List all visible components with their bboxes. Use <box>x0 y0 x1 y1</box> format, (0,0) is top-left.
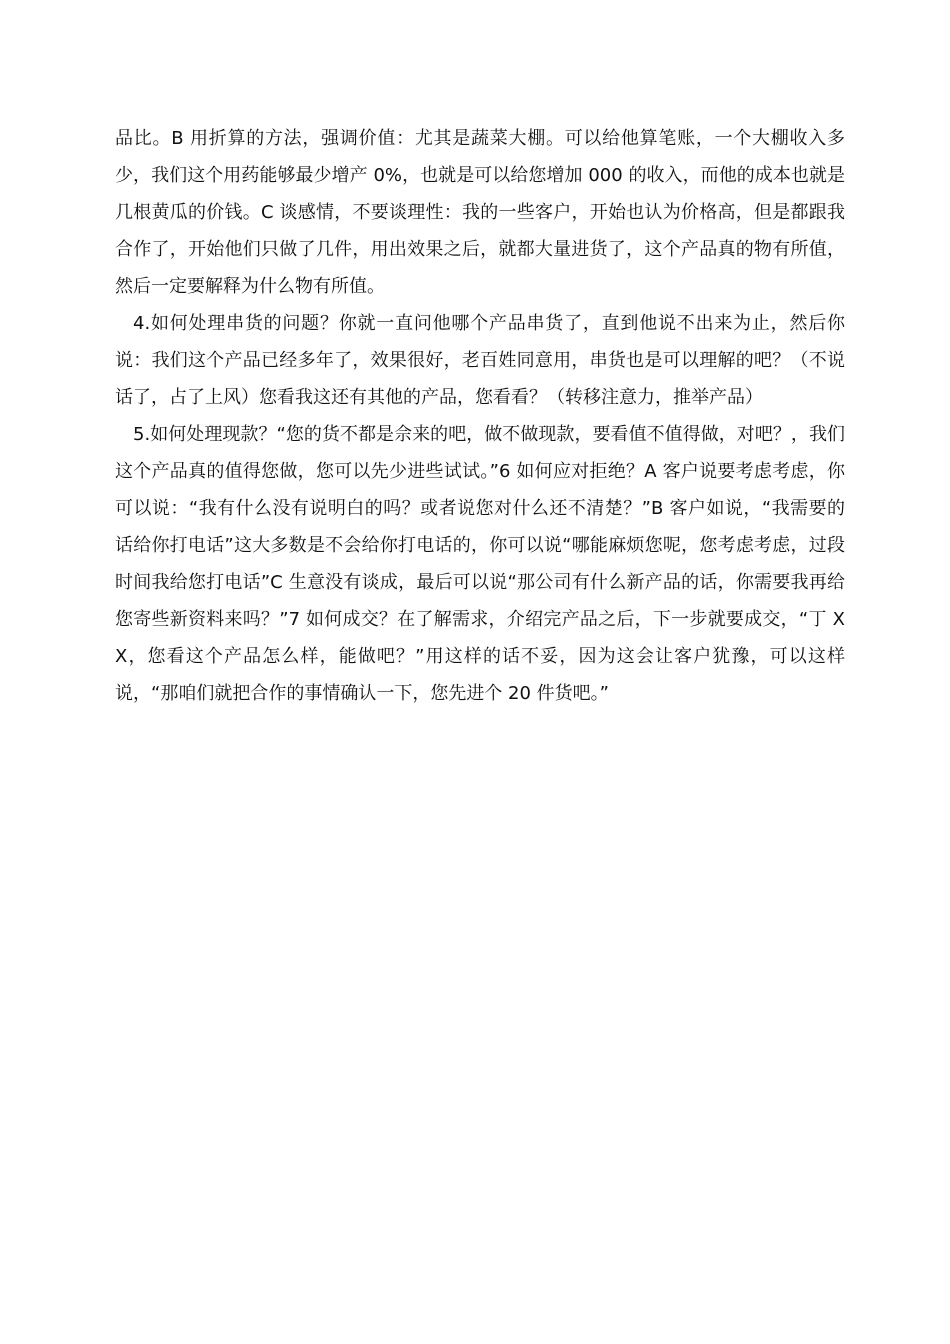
paragraph-cross-selling: 4.如何处理串货的问题？你就一直问他哪个产品串货了，直到他说不出来为止，然后你说：我们这个产品已经多年了，效果很好，老百姓同意用，串货也是可以理解的吧？（不说话了，占了上风）您看我这还有其他的产品，您看看？（转移注意力，推举产品） <box>115 313 845 408</box>
paragraph-pricing: 品比。B 用折算的方法，强调价值：尤其是蔬菜大棚。可以给他算笔账，一个大棚收入多少，我们这个用药能够最少增产 0%，也就是可以给您增加 000 的收入，而他的成本也就是几根黄瓜的价钱。C 谈感情，不要谈理性：我的一些客户，开始也认为价格高，但是都跟我合作了，开始他们只做了几件，用出效果之后，就都大量进货了，这个产品真的物有所值，然后一定要解释为什么物有所值。 <box>115 128 845 297</box>
document-body <box>115 120 845 712</box>
paragraph-cash-payment: 5.如何处理现款？“您的货不都是佘来的吧，做不做现款，要看值不值得做，对吧？，我们这个产品真的值得您做，您可以先少进些试试。”6 如何应对拒绝？A 客户说要考虑考虑，你可以说：“我有什么没有说明白的吗？或者说您对什么还不清楚？”B 客户如说，“我需要的话给你打电话”这大多数是不会给你打电话的，你可以说“哪能麻烦您呢，您考虑考虑，过段时间我给您打电话”C 生意没有谈成，最后可以说“那公司有什么新产品的话，你需要我再给您寄些新资料来吗？”7 如何成交？在了解需求，介绍完产品之后，下一步就要成交，“丁 XX，您看这个产品怎么样，能做吧？”用这样的话不妥，因为这会让客户犹豫，可以这样说，“那咱们就把合作的事情确认一下，您先进个 20 件货吧。” <box>115 424 845 704</box>
